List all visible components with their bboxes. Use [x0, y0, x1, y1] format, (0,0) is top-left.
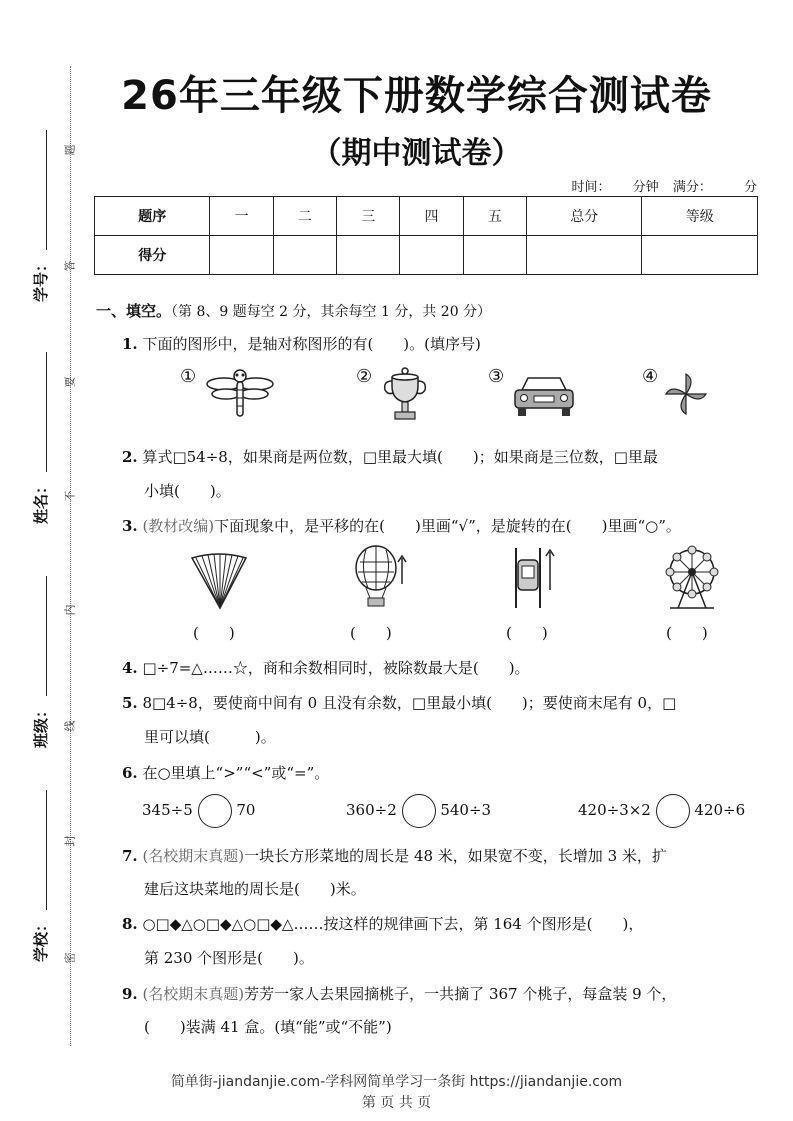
score-cell[interactable]	[527, 236, 642, 275]
question-text-line1: ○□◆△○□◆△○□◆△……按这样的规律画下去，第 164 个图形是( )，	[142, 915, 644, 933]
compare-left: 345÷5	[142, 801, 193, 819]
header-cell: 等级	[642, 197, 758, 236]
question-number: 2.	[122, 448, 138, 466]
compare-right: 70	[236, 801, 256, 819]
hot-air-balloon-icon	[352, 544, 408, 610]
seal-char: 题	[63, 144, 77, 156]
question-8-line2: 第 230 个图形是( )。	[144, 949, 314, 967]
question-3	[122, 515, 681, 536]
question-number: 4.	[122, 659, 138, 677]
question-9	[122, 983, 676, 1004]
question-number: 3.	[122, 517, 138, 535]
page-title: 26年三年级下册数学综合测试卷	[121, 73, 712, 119]
exam-meta	[562, 176, 757, 195]
compare-right: 540÷3	[440, 801, 492, 819]
question-text-line1: 一块长方形菜地的周长是 48 米，如果宽不变，长增加 3 米，扩	[244, 847, 667, 865]
score-cell[interactable]	[642, 236, 758, 275]
student-no-label: 学号：	[32, 256, 50, 302]
seal-char: 封	[63, 835, 77, 847]
question-number: 6.	[122, 764, 138, 782]
compare-right: 420÷6	[694, 801, 746, 819]
question-5	[122, 692, 676, 713]
question-8	[122, 913, 643, 934]
compare-circle[interactable]	[198, 794, 232, 828]
compare-item	[346, 794, 491, 828]
figure-label: ①	[180, 366, 197, 387]
page-number: 第 页 共 页	[361, 1095, 432, 1111]
question-number: 1.	[122, 335, 138, 353]
question-2-line2: 小填( )。	[144, 482, 231, 500]
car-icon	[512, 374, 576, 418]
question-number: 9.	[122, 985, 138, 1003]
seal-char: 答	[63, 260, 77, 272]
school-label: 学校：	[32, 916, 50, 962]
question-tag: (名校期末真题)	[142, 985, 245, 1003]
score-row-label: 得分	[95, 236, 210, 275]
header-cell: 一	[210, 197, 273, 236]
question-text: 下面现象中，是平移的在( )里画“√”，是旋转的在( )里画“○”。	[214, 517, 681, 535]
question-2	[122, 446, 658, 467]
score-table	[94, 196, 758, 275]
header-cell: 题序	[95, 197, 210, 236]
binding-dotted-line	[70, 66, 71, 1046]
question-text: 下面的图形中，是轴对称图形的有( )。(填序号)	[142, 335, 481, 353]
page-subtitle: （期中测试卷）	[311, 136, 522, 171]
seal-char: 内	[63, 604, 77, 616]
compare-left: 420÷3×2	[578, 801, 651, 819]
question-text-line1: 8□4÷8，要使商中间有 0 且没有余数，□里最小填( )；要使商末尾有 0，□	[142, 694, 677, 712]
time-label: 时间：	[571, 180, 611, 195]
seal-char: 要	[63, 376, 77, 388]
elevator-icon	[510, 546, 556, 610]
question-tag: (名校期末真题)	[142, 847, 245, 865]
answer-blank[interactable]: ( )	[350, 624, 392, 642]
compare-circle[interactable]	[402, 794, 436, 828]
class-line[interactable]	[46, 576, 47, 696]
question-number: 5.	[122, 694, 138, 712]
compare-circle[interactable]	[656, 794, 690, 828]
answer-blank[interactable]: ( )	[666, 624, 708, 642]
question-4	[122, 657, 530, 678]
score-cell[interactable]	[337, 236, 400, 275]
figure-label: ④	[642, 366, 659, 387]
score-unit-label: 分	[743, 180, 757, 195]
compare-item	[578, 794, 745, 828]
name-label: 姓名：	[32, 478, 50, 524]
dragonfly-icon	[204, 368, 276, 418]
question-tag: (教材改编)	[142, 517, 215, 535]
header-cell: 总分	[527, 197, 642, 236]
question-number: 7.	[122, 847, 138, 865]
question-7-line2: 建后这块菜地的周长是( )米。	[144, 880, 366, 898]
question-7	[122, 845, 667, 866]
question-text-line1: 算式□54÷8，如果商是两位数，□里最大填( )；如果商是三位数，□里最	[142, 448, 658, 466]
header-cell: 四	[400, 197, 463, 236]
header-cell: 五	[463, 197, 526, 236]
header-cell: 三	[337, 197, 400, 236]
folding-fan-icon	[188, 552, 250, 610]
score-cell[interactable]	[210, 236, 273, 275]
school-line[interactable]	[46, 790, 47, 910]
question-text: 在○里填上“>”“<”或“=”。	[142, 764, 330, 782]
watermark-text: 简单街-jiandanjie.com-学科网简单学习一条街 https://jiandanjie.com	[170, 1074, 623, 1090]
figure-label: ②	[356, 366, 373, 387]
section-title: 一、填空。	[96, 302, 172, 320]
score-table-header-row	[95, 197, 758, 236]
header-cell: 二	[273, 197, 336, 236]
answer-blank[interactable]: ( )	[506, 624, 548, 642]
question-1	[122, 333, 481, 354]
pinwheel-icon	[664, 372, 708, 416]
section-note: （第 8、9 题每空 2 分，其余每空 1 分，共 20 分）	[171, 304, 492, 320]
full-score-label: 满分：	[672, 180, 712, 195]
figure-label: ③	[488, 366, 505, 387]
seal-char: 线	[63, 720, 77, 732]
score-cell[interactable]	[273, 236, 336, 275]
answer-blank[interactable]: ( )	[193, 624, 235, 642]
question-6	[122, 762, 329, 783]
seal-char: 密	[63, 952, 77, 964]
class-label: 班级：	[32, 702, 50, 748]
seal-char: 不	[63, 490, 77, 502]
question-number: 8.	[122, 915, 138, 933]
score-cell[interactable]	[463, 236, 526, 275]
section-heading	[96, 300, 491, 321]
name-line[interactable]	[46, 352, 47, 472]
trophy-icon	[380, 364, 430, 424]
minute-label: 分钟	[632, 180, 659, 195]
ferris-wheel-icon	[662, 544, 722, 612]
question-text-line1: 芳芳一家人去果园摘桃子，一共摘了 367 个桃子，每盒装 9 个，	[244, 985, 677, 1003]
score-cell[interactable]	[400, 236, 463, 275]
compare-left: 360÷2	[346, 801, 397, 819]
question-text: □÷7=△……☆，商和余数相同时，被除数最大是( )。	[142, 659, 530, 677]
question-5-line2: 里可以填( )。	[144, 728, 276, 746]
compare-item	[142, 794, 255, 828]
question-9-line2: ( )装满 41 盒。(填“能”或“不能”)	[144, 1018, 392, 1036]
score-table-score-row	[95, 236, 758, 275]
